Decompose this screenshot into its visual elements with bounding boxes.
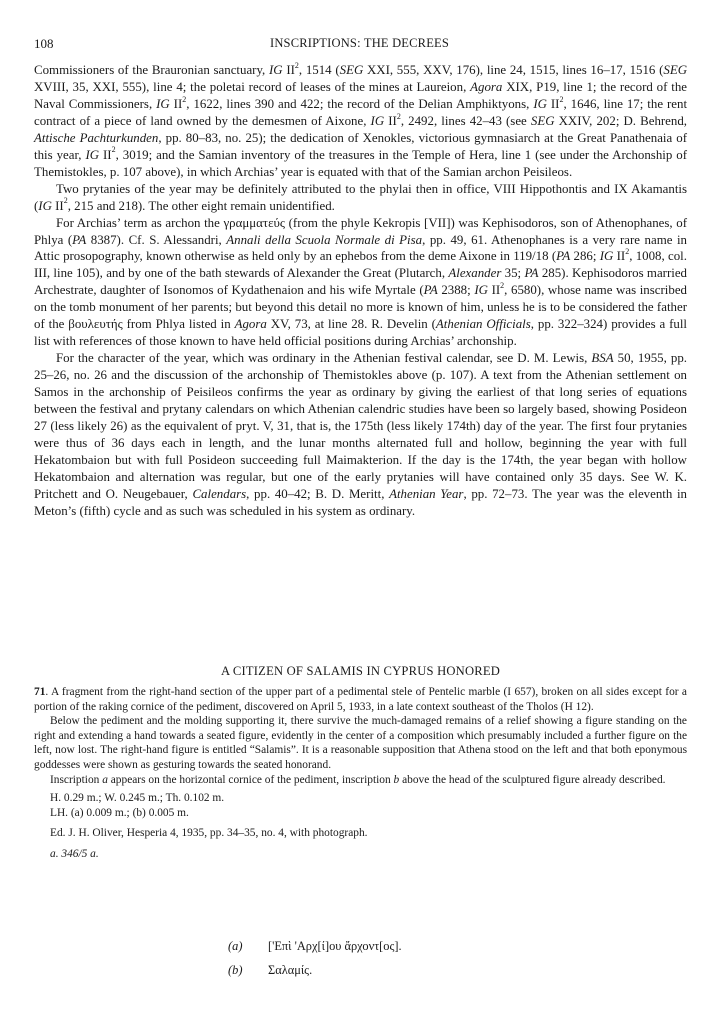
date-line: a. 346/5 a. [50,847,99,860]
main-text [34,62,687,520]
measurements [50,791,687,820]
inscription-label: (a) [228,938,243,953]
page-number: 108 [34,36,54,51]
catalog-entry [34,685,687,860]
measurement-line: LH. (a) 0.009 m.; (b) 0.005 m. [50,806,189,819]
page-header [34,36,685,56]
paragraph: Below the pediment and the molding supporting it, there survive the much-damaged remains of a relief showing a figure standing on the right and extending a hand towards a seated figure, evidently in the center of a composition which presumably included a further figure on the left, now lost. The right-hand figure is entitled “Salamis”. It is a reasonable supposition that Athena stood on the left and that both eponymous goddesses were shown as gesturing towards the seated honorand. [34,715,687,771]
paragraph: For Archias’ term as archon the γραμματεύς (from the phyle Kekropis [VII]) was Kephisodoros, son of Athenophanes, of Phlya (PA 8387). Cf. S. Alessandri, Annali della Scuola Normale di Pisa, pp. 49, 61. Athenophanes is a very rare name in Attic prosopography, known otherwise as held only by an ephebos from the deme Aixone in 119/18 (PA 286; IG $II^2$, 1008, col. III, line 105), and by one of the bath stewards of Alexander the Great (Plutarch, Alexander 35; PA 285). Kephisodoros married Archestrate, daughter of Isonomos of Kydathenaion and his wife Myrtale (PA 2388; IG $II^2$, 6580), whose name was inscribed on the tomb monument of her parents; but beyond this detail no more is known of him, unless he is to be considered the father of the βουλευτής from Phlya listed in Agora XV, 73, at line 28. R. Develin (Athenian Officials, pp. 322–324) provides a full list with references of those known to have held official positions during Archias’ archonship. [34,215,687,349]
section-title: A CITIZEN OF SALAMIS IN CYPRUS HONORED [220,664,501,678]
inscription-label: (b) [228,962,243,977]
paragraph: For the character of the year, which was ordinary in the Athenian festival calendar, see D. M. Lewis, BSA 50, 1955, pp. 25–26, no. 26 and the discussion of the archonship of Themistokles above (p. 107). A text from the Athenian settlement on Samos in the archonship of Peisileos confirms the year as ordinary by giving the earliest of that long series of equations between the festival and prytany calendars on which Athenian calendric studies have been so largely based, showing Posideon 27 (less likely 26) as the equivalent of pryt. V, 31, that is, the 175th (less likely 174th) day of the year. The first four prytanies were thus of 36 days each in length, and the lunar months alternated full and hollow, beginning the year with full Hekatombaion but with full Posideon succeeding full Maimakterion. If the day is the 174th, the year began with hollow Hekatombaion and alternation was regular, but one of the early prytanies will have contained only 35 days. See W. K. Pritchett and O. Neugebauer, Calendars, pp. 40–42; B. D. Meritt, Athenian Year, pp. 72–73. The year was the eleventh in Meton’s (fifth) cycle and as such was scheduled in his system as ordinary. [34,351,688,518]
running-title: INSCRIPTIONS: THE DECREES [269,36,450,50]
inscription-line [228,958,402,982]
inscription-greek: Σαλαμίς. [268,962,313,977]
paragraph: Two prytanies of the year may be definitely attributed to the phylai then in office, VIII Hippothontis and IX Akamantis (IG $II^2$, 215 and 218). The other eight remain unidentified. [34,181,687,213]
inscription-greek: ['Επὶ 'Αρχ[ί]ου ἄρχοντ[ος]. [268,938,402,953]
paragraph: Inscription a appears on the horizontal cornice of the pediment, inscription b above the head of the sculptured figure already described. [50,773,666,786]
inscription-line [228,934,402,958]
inscription-text [228,934,402,982]
measurement-line: H. 0.29 m.; W. 0.245 m.; Th. 0.102 m. [50,792,225,805]
paragraph: 71. A fragment from the right-hand section of the upper part of a pedimental stele of Pentelic marble (I 657), broken on all sides except for a portion of the raking cornice of the pediment, discovered on April 5, 1933, in a late context southeast of the Tholos (H 12). [34,686,687,713]
paragraph: Commissioners of the Brauronian sanctuary, IG $II^2$, 1514 (SEG XXI, 555, XXV, 176), line 24, 1515, lines 16–17, 1516 (SEG XVIII, 35, XXI, 555), line 4; the poletai record of leases of the mines at Laureion, Agora XIX, P19, line 1; the record of the Naval Commissioners, IG $II^2$, 1622, lines 390 and 422; the record of the Delian Amphiktyons, IG $II^2$, 1646, line 17; the rent contract of a piece of land owned by the demesmen of Aixone, IG $II^2$, 2492, lines 42–43 (see SEG XXIV, 202; D. Behrend, Attische Pachturkunden, pp. 80–83, no. 25); the dedication of Xenokles, victorious gymnasiarch at the Great Panathenaia of this year, IG $II^2$, 3019; and the Samian inventory of the treasures in the Temple of Hera, line 1 (see under the Archonship of Themistokles, p. 107 above), in which Archias’ year is equated with that of the Samian archon Peisileos. [34,60,688,179]
edition-reference: Ed. J. H. Oliver, Hesperia 4, 1935, pp. 34–35, no. 4, with photograph. [50,827,368,840]
